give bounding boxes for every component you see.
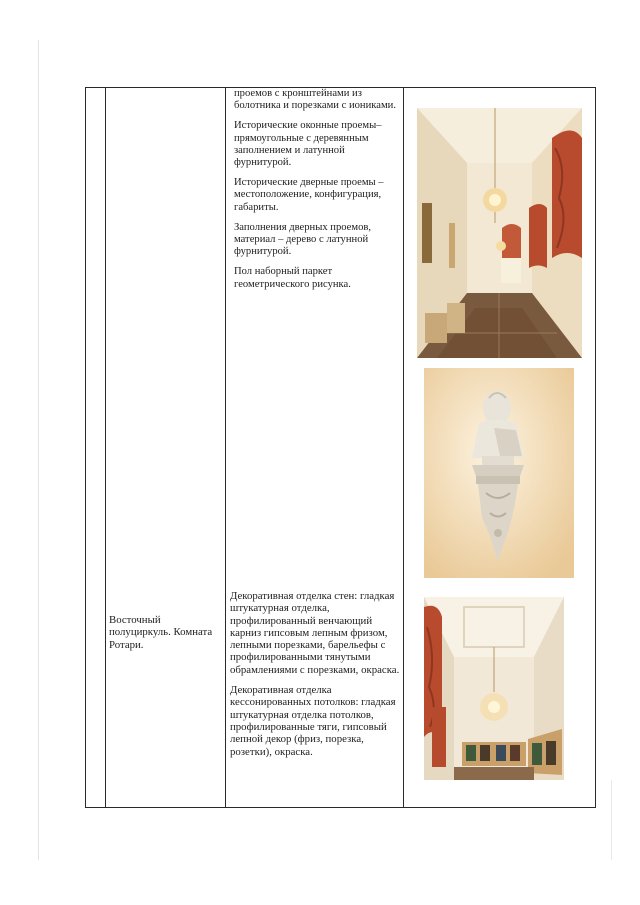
photo-bust: [424, 368, 574, 578]
scan-edge-line: [38, 40, 39, 860]
photo-corridor: [417, 108, 582, 358]
description-paragraph: Заполнения дверных проемов, материал – дерево с латунной фурнитурой.: [234, 221, 372, 258]
table-border-right: [595, 87, 596, 808]
description-paragraph: проемов с кронштейнами из болотника и порезками с иониками.: [234, 88, 396, 112]
description-paragraph: Декоративная отделка стен: гладкая штукатурная отделка, профилированный венчающий карниз гипсовым лепным фризом, лепными порезками, барельефы с профилированными тянутыми обрамлениями с порезками, окраска.: [230, 590, 400, 676]
photo-corridor-image: [417, 108, 582, 358]
table-col-rule-2: [225, 87, 226, 808]
description-paragraph: Исторические дверные проемы – местоположение, конфигурация, габариты.: [234, 177, 384, 213]
table-col-rule-1: [105, 87, 106, 808]
photo-room-image: [424, 597, 564, 780]
room-name: Восточный полуциркуль. Комната Ротари.: [109, 614, 213, 651]
photo-room: [424, 597, 564, 780]
table-border-bottom: [85, 807, 596, 808]
description-top: [234, 88, 404, 299]
description-paragraph: Исторические оконные проемы– прямоугольные с деревянным заполнением и латунной фурнитурой.: [234, 120, 382, 169]
scan-edge-line: [611, 780, 612, 860]
table-border-left: [85, 87, 86, 808]
photo-bust-image: [424, 368, 574, 578]
description-paragraph: Пол наборный паркет геометрического рисунка.: [234, 266, 351, 290]
description-bottom: [230, 590, 402, 766]
description-paragraph: Декоративная отделка кессонированных потолков: гладкая штукатурная отделка потолков, профилированные тяги, гипсовый лепной декор (фриз, порезка, розетки), окраска.: [230, 684, 396, 758]
